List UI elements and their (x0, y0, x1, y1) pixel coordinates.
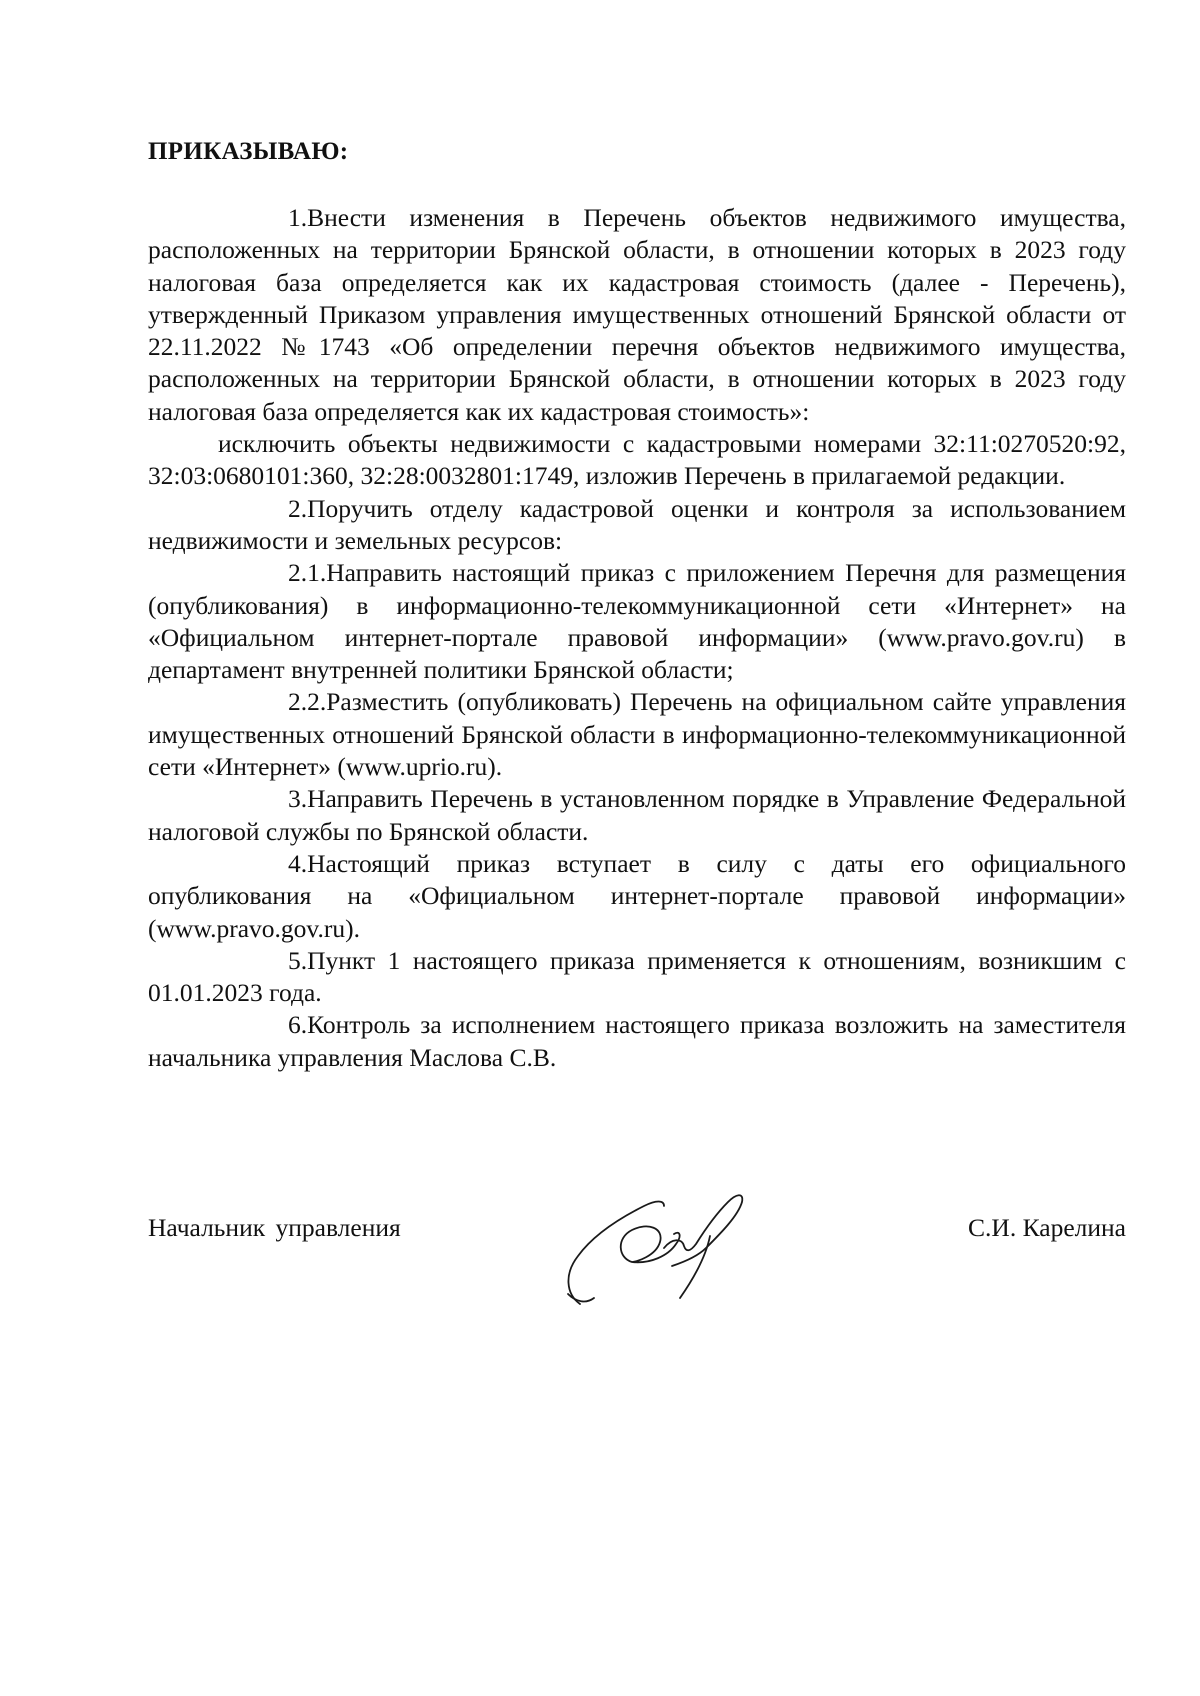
order-item-5 (148, 945, 1126, 1010)
item-number: 2. (288, 493, 308, 523)
item-text: Направить Перечень в установленном порядке в Управление Федеральной налоговой службы по Брянской области. (148, 784, 1126, 846)
order-item-2-1 (148, 557, 1126, 686)
item-number: 1. (288, 203, 308, 232)
item-text: исключить объекты недвижимости с кадастровыми номерами 32:11:0270520:92, 32:03:0680101:360, 32:28:0032801:1749, изложив Перечень в прилагаемой редакции. (148, 429, 1126, 491)
order-heading: ПРИКАЗЫВАЮ: (148, 138, 349, 165)
item-text: Разместить (опубликовать) Перечень на официальном сайте управления имущественных отношений Брянской области в информационно-телекоммуникационной сети «Интернет» (www.uprio.ru). (148, 687, 1126, 782)
order-item-3 (148, 783, 1126, 848)
order-item-1 (148, 202, 1126, 428)
signatory-name: С.И. Карелина (968, 1213, 1126, 1242)
item-number: 3. (288, 784, 308, 814)
item-number: 6. (288, 1010, 308, 1040)
item-number: 2.2. (288, 687, 327, 717)
order-body (148, 202, 1126, 1074)
signatory-position: Начальник управления (148, 1213, 401, 1242)
item-text: Направить настоящий приказ с приложением Перечня для размещения (опубликования) в информационно-телекоммуникационной сети «Интернет» на «Официальном интернет-портале правовой информации» (www.pravo.gov.ru) в департамент внутренней политики Брянской области; (148, 558, 1126, 685)
order-item-6 (148, 1009, 1126, 1074)
item-text: Внести изменения в Перечень объектов недвижимого имущества, расположенных на территории Брянской области, в отношении которых в 2023 году налоговая база определяется как их кадастровая стоимость (далее - Перечень), утвержденный Приказом управления имущественных отношений Брянской области от 22.11.2022 №1743 «Об определении перечня объектов недвижимого имущества, расположенных на территории Брянской области, в отношении которых в 2023 году налоговая база определяется как их кадастровая стоимость»: (148, 203, 1126, 426)
order-item-4 (148, 848, 1126, 945)
item-text: Поручить отделу кадастровой оценки и контроля за использованием недвижимости и земельных ресурсов: (148, 493, 1126, 555)
item-number: 4. (288, 848, 308, 878)
item-text: Контроль за исполнением настоящего приказа возложить на заместителя начальника управления Маслова С.В. (148, 1010, 1126, 1072)
item-number: 2.1. (288, 558, 327, 588)
handwritten-signature (560, 1182, 760, 1312)
order-item-2 (148, 493, 1126, 558)
item-text: Пункт 1 настоящего приказа применяется к отношениям, возникшим с 01.01.2023 года. (148, 945, 1126, 1008)
item-number: 5. (288, 945, 308, 975)
order-item-1-exclusion (148, 428, 1126, 493)
item-text: Настоящий приказ вступает в силу с даты его официального опубликования на «Официальном интернет-портале правовой информации» (www.pravo.gov.ru). (148, 848, 1126, 943)
order-item-2-2 (148, 686, 1126, 783)
